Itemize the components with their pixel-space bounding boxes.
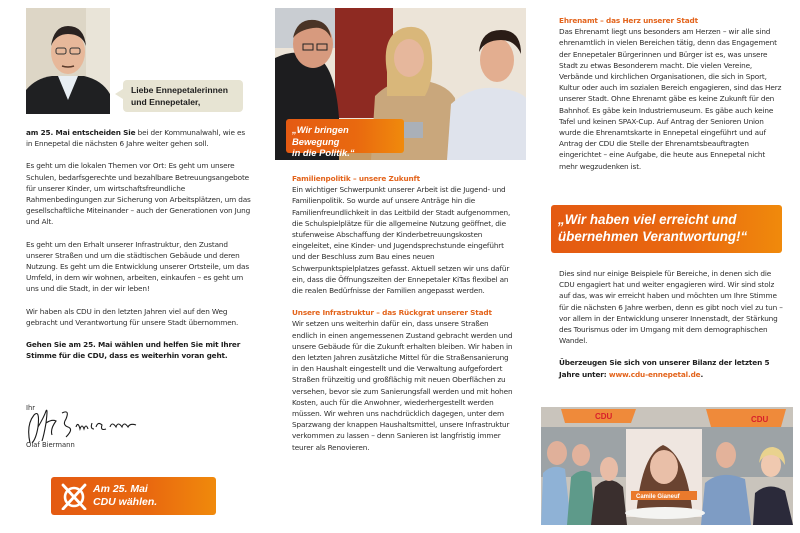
photo-quote-box bbox=[286, 119, 404, 158]
right-body-text-bottom bbox=[559, 268, 785, 391]
ballot-cross-icon bbox=[60, 482, 88, 515]
paragraph-infrastructure: Es geht um den Erhalt unserer Infrastruktur, den Zustand unserer Straßen und um die städtischen Gebäude und deren Nutzung. Es geht um die Entwicklung unserer Ortsteile, um das Umfeld, in dem wir wohnen, arbeiten, einkaufen – es geht um uns und die Stadt, in der wir leben! bbox=[26, 239, 249, 294]
cta-paragraph bbox=[559, 357, 785, 379]
volunteering-text: Das Ehrenamt liegt uns besonders am Herzen – wir alle sind ehrenamtlich in vielen Bereichen tätig, denn das Engagement der Ennepetaler Bürgerinnen und Bürger ist es, was unsere Stadt zu etwas Besonderem macht. Die vielen Vereine, Verbände und kirchlichen Organisationen, die sich in Sport, Kultur oder auch im sozialen Bereich engagieren, sind das Herz unserer Stadt. Ohne Ehrenamt gäbe es keine Zukunft für den Bahnhof. Es gäbe kein Industriemuseum. Es gäbe auch keine Tafel und keinen SPAX-Cup. Auf Antrag der Senioren Union wurde die Ehrenamtskarte in Ennepetal eingeführt und auf Antrag der CDU die Stelle der Ehrenamtsbeauftragten eingerichtet – eine Aufgabe, die heute aus Ennepetal nicht mehr wegzudenken ist. bbox=[559, 27, 782, 171]
intro-bold: am 25. Mai entscheiden Sie bbox=[26, 128, 136, 137]
vote-line-1: Am 25. Mai bbox=[93, 483, 148, 495]
intro-paragraph bbox=[26, 127, 251, 149]
paragraph-topics: Es geht um die lokalen Themen vor Ort: Es geht um unsere Schulen, bedarfsgerechte und bezahlbare Betreuungsangebote für unserer Kinder, um wirtschaftsfreundliche Rahmenbedingungen zur Sicherung von Arbeitsplätzen, um das gesellschaftliche Miteinander – auch der Generationen von Jung und Alt. bbox=[26, 161, 251, 227]
portrait-photo bbox=[26, 8, 110, 114]
big-quote-box bbox=[551, 205, 782, 253]
greeting-line-2: und Ennepetaler, bbox=[131, 96, 201, 107]
family-policy-text: Ein wichtiger Schwerpunkt unserer Arbeit ist die Jugend- und Familienpolitik. So wurde auf unsere Anträge hin die Familienfreundlichkeit in das Leitbild der Stadt aufgenommen, die Schulspielplätze für die allgemeine Nutzung geöffnet, die stufenweise Abschaffung der Kinderbetreuungskosten eingeleitet, eine Kinder- und Jugendsprechstunde eingeführt und der Beschluss zum Bau eines neuen Schwerpunktspielplatzes gefasst. Aktuell setzen wir uns dafür ein, dass die Öffnungszeiten der Ennepetaler KiTas flexibel an die realen Bedürfnisse der Familien angepasst werden. bbox=[292, 185, 511, 296]
vote-cta-box bbox=[51, 477, 216, 515]
vote-line-2: CDU wählen. bbox=[93, 496, 158, 508]
poster-name: Camile Gianeuf bbox=[636, 494, 680, 500]
examples-paragraph: Dies sind nur einige Beispiele für Bereiche, in denen sich die CDU engagiert hat und weiter engagieren wird. Wir sind stolz auf das, was wir erreicht haben und möchten um Ihre Stimme für die nächsten 6 Jahre werben, denn es gibt noch viel zu tun – vor allem in der Entwicklung unserer Innenstadt, der Stärkung des Tourismus oder im Umgang mit dem demographischen Wandel. bbox=[559, 269, 783, 346]
cta-end: . bbox=[700, 369, 704, 379]
big-quote-line-1: „Wir haben viel erreicht und bbox=[558, 212, 737, 227]
banner-brand-left: CDU bbox=[595, 412, 613, 421]
greeting-line-1: Liebe Ennepetalerinnen bbox=[131, 85, 228, 95]
signer-name: Olaf Biermann bbox=[26, 441, 75, 449]
left-body-text bbox=[26, 127, 251, 372]
big-quote-line-2: übernehmen Verantwortung!“ bbox=[558, 229, 748, 244]
campaign-stand-photo bbox=[541, 407, 793, 525]
middle-body-text bbox=[292, 173, 514, 464]
website-link[interactable]: www.cdu-ennepetal.de bbox=[608, 369, 701, 379]
paragraph-appeal: Gehen Sie am 25. Mai wählen und helfen Sie mit Ihrer Stimme für die CDU, dass es weiterhin voran geht. bbox=[26, 340, 241, 361]
intro-rest: bei der Kommunalwahl, wie es in Ennepetal die nächsten 6 Jahre weiter gehen soll. bbox=[26, 128, 245, 149]
right-body-text-top bbox=[559, 15, 785, 183]
infrastructure-text: Wir setzen uns weiterhin dafür ein, dass unsere Straßen endlich in einen angemessenen Zustand gebracht werden und unsere Gebäude für die Zukunft erhalten bleiben. Wir haben in den letzten Jahren zusätzliche Mittel für die Straßensanierung in den Haushalt eingestellt und die Verwaltung aufgefordert Straßen frühzeitig und großflächig mit neuen Oberflächen zu versehen, bevor sie zum Sanierungsfall werden und mit hohen Kosten, auch für die Anwohner, wiederhergestellt werden müssen. Wir wehren uns nachdrücklich dagegen, unter dem Sparzwang der knappen Haushaltsmittel, unsere Infrastruktur verkommen zu lassen – denn Sanieren ist langfristig immer teurer als Renovieren. bbox=[292, 319, 513, 452]
heading-infrastructure: Unsere Infrastruktur – das Rückgrat unserer Stadt bbox=[292, 308, 492, 318]
heading-family-policy: Familienpolitik – unsere Zukunft bbox=[292, 174, 420, 183]
closing-text: Ihr bbox=[26, 404, 36, 412]
photo-quote-line-1: „Wir bringen Bewegung bbox=[292, 124, 349, 147]
cta-text: Überzeugen Sie sich von unserer Bilanz der letzten 5 Jahre unter: bbox=[559, 358, 770, 379]
photo-quote-line-2: in die Politik.“ bbox=[292, 147, 355, 158]
banner-brand-right: CDU bbox=[751, 415, 769, 424]
paragraph-cdu: Wir haben als CDU in den letzten Jahren viel auf den Weg gebracht und Verantwortung für unsere Stadt übernommen. bbox=[26, 306, 239, 327]
heading-volunteering: Ehrenamt – das Herz unserer Stadt bbox=[559, 16, 698, 25]
greeting-bubble bbox=[123, 80, 243, 112]
